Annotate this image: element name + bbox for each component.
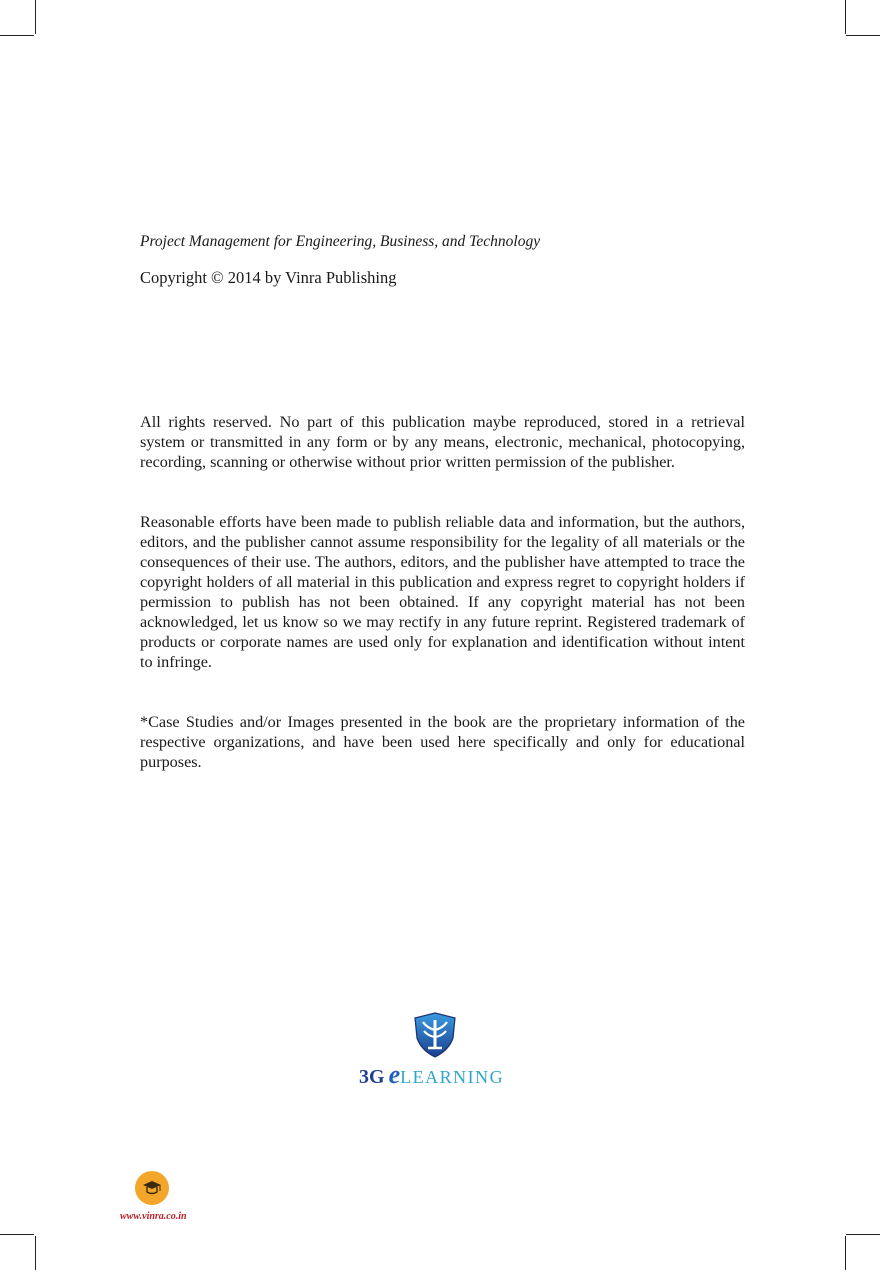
crop-mark-top-right-horizontal bbox=[846, 35, 880, 36]
shield-tree-icon bbox=[413, 1012, 457, 1058]
footer-badge bbox=[135, 1171, 169, 1205]
publisher-logo bbox=[355, 1012, 525, 1087]
logo-wordmark bbox=[359, 1060, 529, 1090]
crop-mark-bottom-left-vertical bbox=[35, 1236, 36, 1270]
footer-url[interactable]: www.vinra.co.in bbox=[120, 1211, 187, 1222]
graduation-cap-icon bbox=[135, 1171, 169, 1205]
crop-mark-top-right-vertical bbox=[845, 0, 846, 34]
logo-learning: LEARNING bbox=[400, 1067, 505, 1087]
book-title: Project Management for Engineering, Business, and Technology bbox=[140, 233, 541, 250]
disclaimer-paragraph: Reasonable efforts have been made to publish reliable data and information, but the authors, editors, and the publisher cannot assume responsibility for the legality of all materials or the consequences of their use. The authors, editors, and the publisher have attempted to trace the copyright holders of all material in this publication and express regret to copyright holders if permission to publish has not been obtained. If any copyright material has not been acknowledged, let us know so we may rectify in any future reprint. Registered trademark of products or corporate names are used only for explanation and identification without intent to infringe. bbox=[140, 513, 745, 671]
logo-e: e bbox=[388, 1060, 401, 1089]
copyright-line: Copyright © 2014 by Vinra Publishing bbox=[140, 268, 397, 287]
case-studies-paragraph: *Case Studies and/or Images presented in the book are the proprietary information of the respective organizations, and have been used here specifically and only for educational purposes. bbox=[140, 713, 745, 771]
logo-3g: 3G bbox=[359, 1066, 385, 1088]
crop-mark-bottom-right-horizontal bbox=[846, 1234, 880, 1235]
crop-mark-bottom-left-horizontal bbox=[0, 1234, 34, 1235]
crop-mark-top-left-horizontal bbox=[0, 35, 34, 36]
rights-paragraph: All rights reserved. No part of this publication maybe reproduced, stored in a retrieval system or transmitted in any form or by any means, electronic, mechanical, photocopying, recording, scanning or otherwise without prior written permission of the publisher. bbox=[140, 413, 745, 471]
crop-mark-top-left-vertical bbox=[35, 0, 36, 34]
crop-mark-bottom-right-vertical bbox=[845, 1236, 846, 1270]
